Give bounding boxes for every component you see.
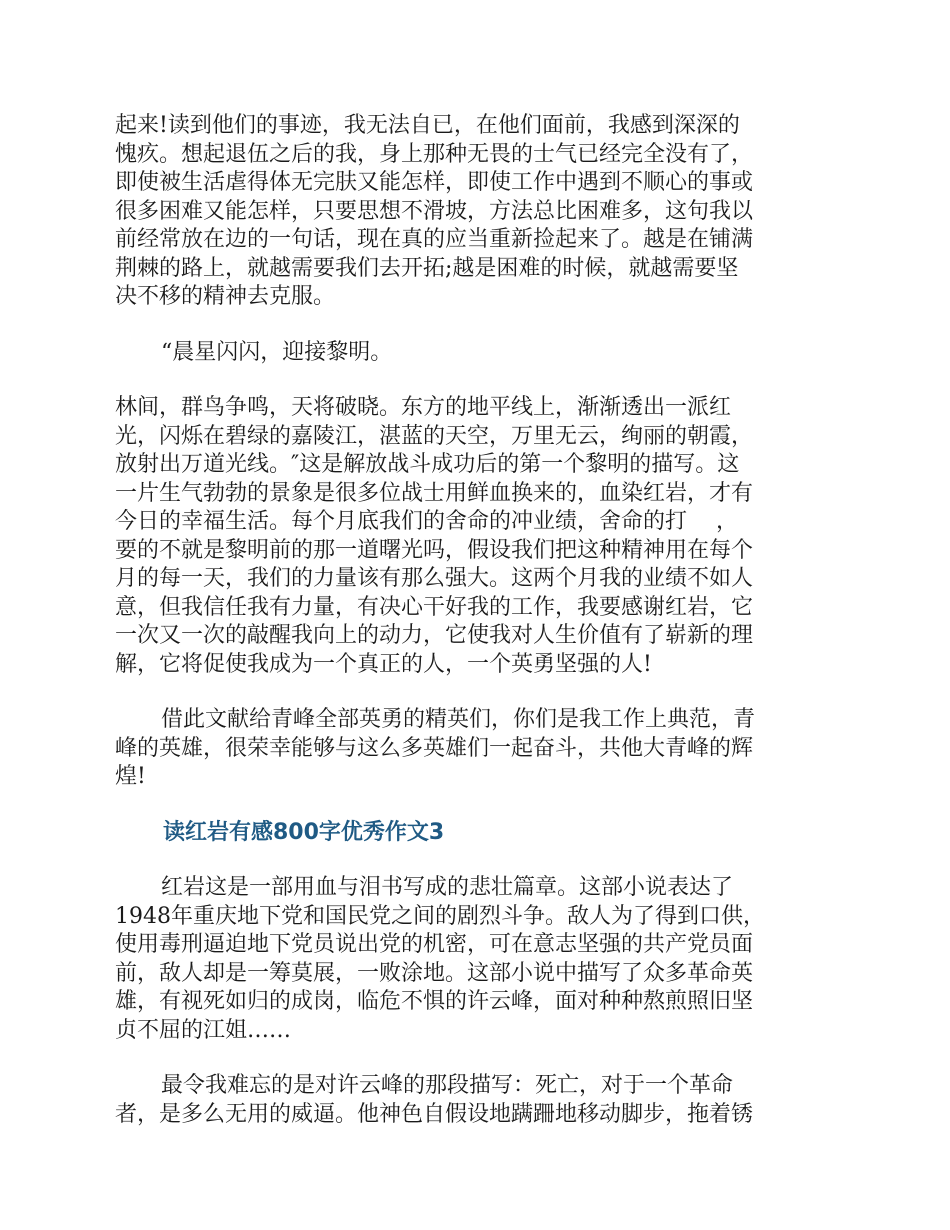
text-line: 1948年重庆地下党和国民党之间的剧烈斗争。敌人为了得到口供， — [115, 903, 765, 929]
paragraph-5 — [115, 874, 835, 1045]
text-line: 放射出万道光线。″这是解放战斗成功后的第一个黎明的描写。这 — [115, 452, 740, 477]
text-line: 前，敌人却是一筹莫展，一败涂地。这部小说中描写了众多革命英 — [115, 960, 754, 986]
paragraph-gap — [115, 792, 835, 819]
text-line: 雄，有视死如归的成岗，临危不惧的许云峰，面对种种熬煎照旧坚 — [115, 989, 754, 1014]
text-line: 红岩这是一部用血与泪书写成的悲壮篇章。这部小说表达了 — [161, 875, 734, 900]
text-line: 月的每一天，我们的力量该有那么强大。这两个月我的业绩不如人 — [115, 566, 754, 591]
text-line: 要的不就是黎明前的那一道曙光吗，假设我们把这种精神用在每个 — [115, 537, 754, 563]
paragraph-gap — [115, 1045, 835, 1072]
text-line: 借此文献给青峰全部英勇的精英们，你们是我工作上典范，青 — [161, 707, 756, 732]
text-line: 最令我难忘的是对许云峰的那段描写：死亡，对于一个革命 — [161, 1073, 734, 1098]
text-line: 光，闪烁在碧绿的嘉陵江，湛蓝的天空，万里无云，绚丽的朝霞， — [115, 423, 754, 449]
paragraph-4 — [115, 706, 835, 792]
text-line: 一次又一次的敲醒我向上的动力，它使我对人生价值有了崭新的理 — [115, 623, 754, 648]
text-line: 愧疚。想起退伍之后的我，身上那种无畏的士气已经完全没有了， — [115, 141, 754, 167]
text-line: 今日的幸福生活。每个月底我们的舍命的冲业绩，舍命的打 ， — [115, 509, 738, 534]
paragraph-2 — [115, 339, 835, 368]
text-line: 很多困难又能怎样，只要思想不滑坡，方法总比困难多，这句我以 — [115, 198, 754, 224]
text-line: 林间，群鸟争鸣，天将破晓。东方的地平线上，渐渐透出一派红 — [115, 395, 732, 420]
text-line: 即使被生活虐得体无完肤又能怎样，即使工作中遇到不顺心的事或 — [115, 170, 754, 195]
paragraph-gap — [115, 367, 835, 394]
text-line: 起来!读到他们的事迹，我无法自已，在他们面前，我感到深深的 — [115, 113, 740, 138]
text-line: 贞不屈的江姐…… — [115, 1017, 292, 1043]
text-line: 前经常放在边的一句话，现在真的应当重新捡起来了。越是在铺满 — [115, 227, 754, 252]
text-line: 意，但我信任我有力量，有决心干好我的工作，我要感谢红岩，它 — [115, 594, 754, 620]
paragraph-1 — [115, 112, 835, 312]
text-line: 煌! — [115, 764, 146, 789]
text-line: 荆棘的路上，就越需要我们去开拓;越是困难的时候，就越需要坚 — [115, 255, 739, 281]
paragraph-gap — [115, 679, 835, 706]
paragraph-3 — [115, 394, 835, 679]
text-line: “晨星闪闪，迎接黎明。 — [161, 339, 393, 365]
text-line: 一片生气勃勃的景象是很多位战士用鲜血换来的，血染红岩，才有 — [115, 480, 754, 506]
section-heading: 读红岩有感800字优秀作文3 — [163, 819, 445, 845]
text-line: 解，它将促使我成为一个真正的人，一个英勇坚强的人! — [115, 651, 652, 677]
paragraph-gap — [115, 847, 835, 874]
text-line: 峰的英雄，很荣幸能够与这么多英雄们一起奋斗，共他大青峰的辉 — [115, 735, 754, 761]
document-body — [115, 112, 835, 1129]
text-line: 决不移的精神去克服。 — [115, 284, 336, 309]
text-line: 使用毒刑逼迫地下党员说出党的机密，可在意志坚强的共产党员面 — [115, 932, 754, 957]
paragraph-gap — [115, 312, 835, 339]
text-line: 者，是多么无用的威逼。他神色自假设地蹒跚地移动脚步，拖着锈 — [115, 1101, 754, 1127]
paragraph-6 — [115, 1072, 835, 1129]
